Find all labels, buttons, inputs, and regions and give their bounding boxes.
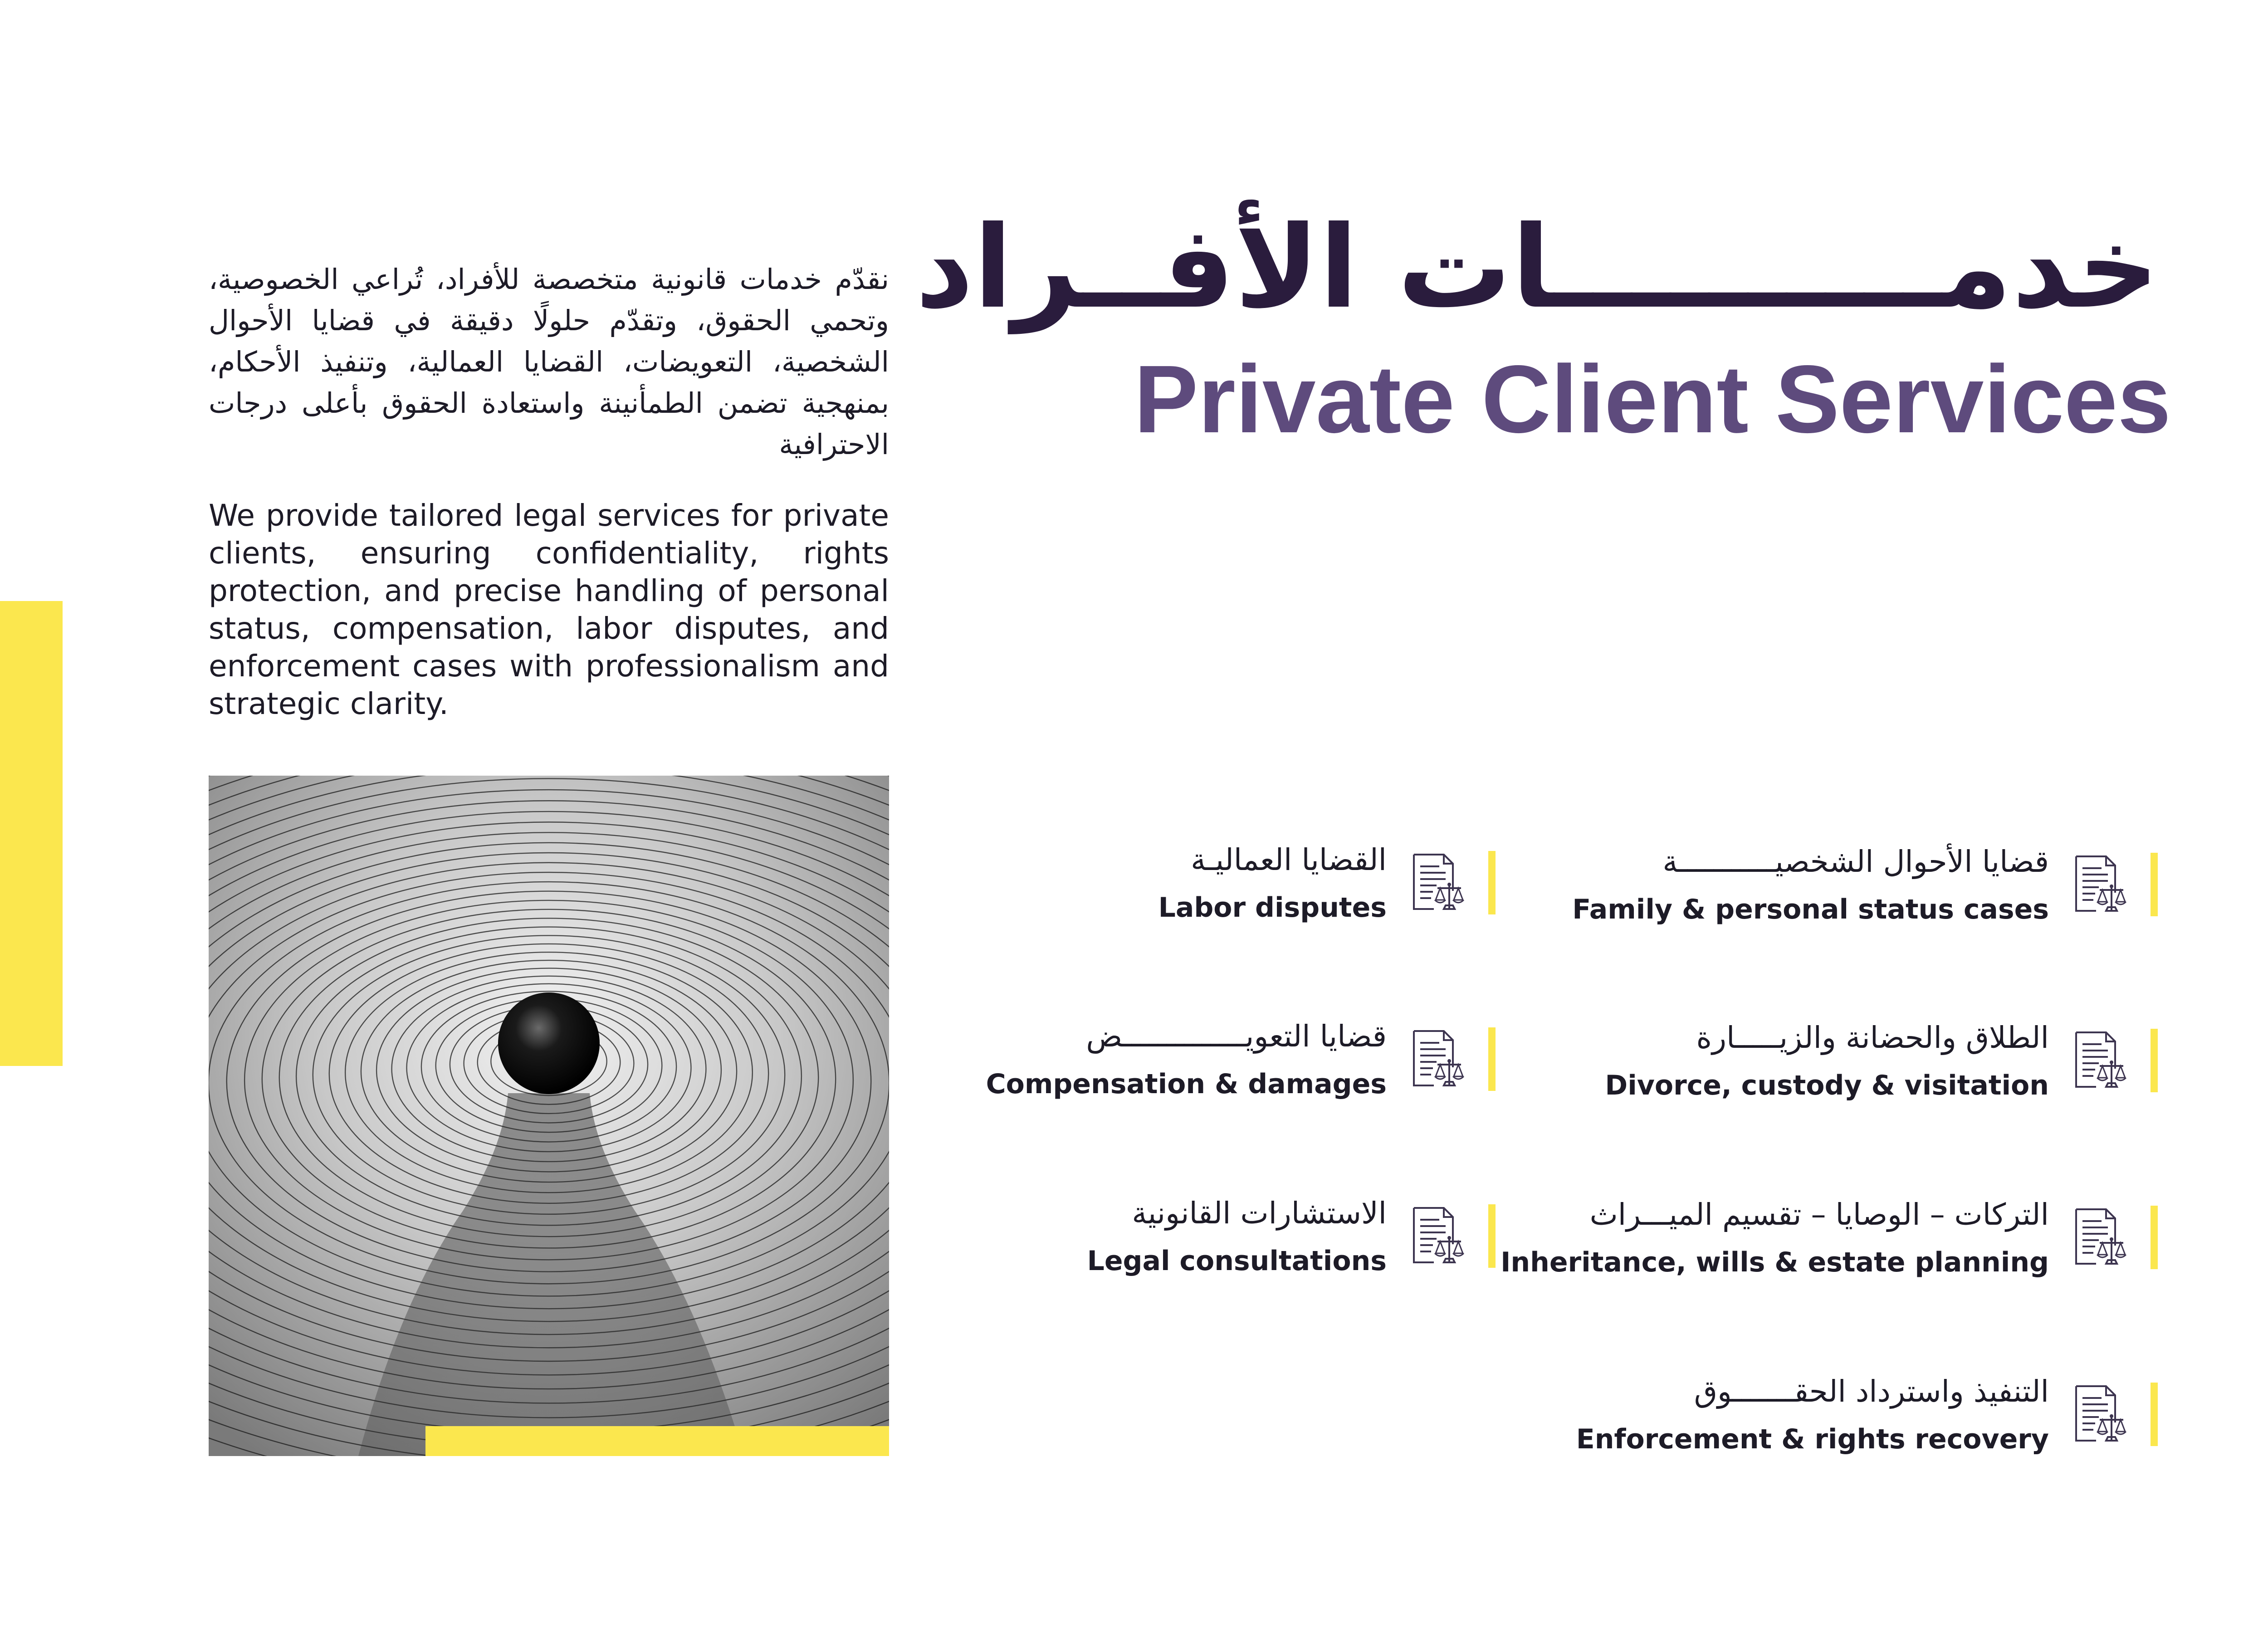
page-title-english: Private Client Services [1134, 345, 2171, 453]
service-accent-bar [1488, 1027, 1496, 1091]
service-label-english: Legal consultations [1087, 1245, 1387, 1277]
legal-document-scales-icon [2066, 1383, 2130, 1446]
service-label-english: Family & personal status cases [1572, 894, 2049, 925]
legal-document-scales-icon [1404, 851, 1467, 914]
legal-document-scales-icon [1404, 1027, 1467, 1091]
service-label-english: Inheritance, wills & estate planning [1501, 1246, 2049, 1278]
service-item [1477, 1020, 2158, 1124]
service-label-arabic: القضايا العماليـة [1191, 842, 1387, 877]
service-accent-bar [2151, 1206, 2158, 1269]
left-yellow-accent-bar [0, 601, 63, 1066]
service-label-arabic: التنفيذ واسترداد الحقـــــــوق [1694, 1374, 2049, 1409]
service-label-arabic: التركات – الوصايا – تقسيم الميـــراث [1589, 1197, 2049, 1232]
legal-document-scales-icon [1404, 1204, 1467, 1268]
service-item [815, 842, 1496, 946]
legal-document-scales-icon [2066, 853, 2130, 916]
service-accent-bar [2151, 1383, 2158, 1446]
service-label-arabic: قضايا الأحوال الشخصيـــــــــــة [1662, 844, 2049, 879]
service-accent-bar [2151, 1029, 2158, 1092]
service-label-arabic: الاستشارات القانونية [1132, 1196, 1387, 1231]
image-yellow-accent-bar [425, 1426, 889, 1456]
page-title-arabic: خدمــــــــــات الأفــراد [915, 201, 2159, 333]
service-item [815, 1196, 1496, 1300]
service-item [1477, 844, 2158, 948]
legal-document-scales-icon [2066, 1206, 2130, 1269]
service-label-arabic: قضايا التعويــــــــــــــض [1086, 1019, 1387, 1054]
service-label-english: Divorce, custody & visitation [1605, 1070, 2049, 1101]
hero-image-sphere-ripples [209, 776, 889, 1456]
service-label-english: Labor disputes [1158, 892, 1387, 924]
service-label-arabic: الطلاق والحضانة والزيـــــارة [1696, 1020, 2049, 1055]
intro-paragraph-arabic: نقدّم خدمات قانونية متخصصة للأفراد، تُراعي الخصوصية، وتحمي الحقوق، وتقدّم حلولًا دقيقة في قضايا الأحوال الشخصية، التعويضات، القضايا العمالية، وتنفيذ الأحكام، بمنهجية تضمن الطمأنينة واستعادة الحقوق بأعلى درجات الاحترافية [209, 263, 889, 461]
intro-paragraph-english: We provide tailored legal services for private clients, ensuring confidentiality, rights protection, and precise handling of personal status, compensation, labor disputes, and enforcement cases with professionalism and strategic clarity. [209, 498, 889, 721]
service-item [1477, 1374, 2158, 1478]
service-accent-bar [1488, 851, 1496, 914]
service-label-english: Compensation & damages [986, 1068, 1387, 1100]
legal-document-scales-icon [2066, 1029, 2130, 1092]
service-accent-bar [2151, 853, 2158, 916]
service-accent-bar [1488, 1204, 1496, 1268]
service-item [1477, 1197, 2158, 1301]
service-label-english: Enforcement & rights recovery [1576, 1423, 2049, 1455]
service-item [815, 1019, 1496, 1123]
